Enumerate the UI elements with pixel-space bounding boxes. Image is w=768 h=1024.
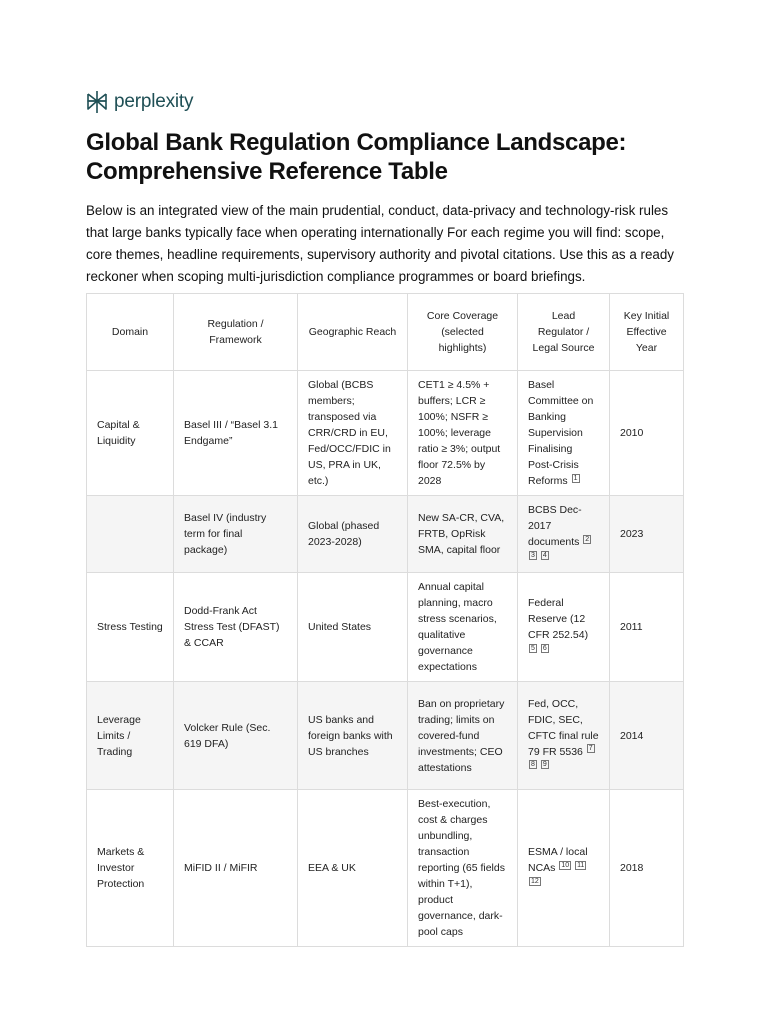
citation-link[interactable]: 5: [531, 644, 535, 652]
cell-year: 2014: [610, 682, 684, 790]
header-reach: Geographic Reach: [298, 294, 408, 371]
regulation-table: [86, 293, 684, 947]
header-coverage: Core Coverage (selected highlights): [408, 294, 518, 371]
cell-regulation: Dodd-Frank Act Stress Test (DFAST) & CCAR: [174, 573, 298, 682]
table-row: [87, 371, 684, 496]
cell-domain: Leverage Limits / Trading: [87, 682, 174, 790]
intro-paragraph: Below is an integrated view of the main prudential, conduct, data-privacy and technology-risk rules that large banks typically face when operating internationally For each regime you will find: scope, core themes, headline requirements, supervisory authority and pivotal citations. Use this as a ready reckoner when scoping multi-jurisdiction compliance programmes or board briefings.: [86, 203, 674, 284]
cell-reach: US banks and foreign banks with US branches: [298, 682, 408, 790]
regulator-text: BCBS Dec-2017 documents: [528, 504, 582, 548]
cell-coverage: CET1 ≥ 4.5% + buffers; LCR ≥ 100%; NSFR ≥ 100%; leverage ratio ≥ 3%; output floor 72.5% by 2028: [408, 371, 518, 496]
cell-coverage: Annual capital planning, macro stress scenarios, qualitative governance expectations: [408, 573, 518, 682]
perplexity-logo-icon: [86, 90, 108, 114]
cell-regulation: Volcker Rule (Sec. 619 DFA): [174, 682, 298, 790]
citation-link[interactable]: 11: [577, 861, 585, 869]
cell-coverage: Best-execution, cost & charges unbundling, transaction reporting (65 fields within T+1), product governance, dark-pool caps: [408, 790, 518, 947]
citation-link[interactable]: 2: [585, 535, 590, 543]
header-regulation: Regulation / Framework: [174, 294, 298, 371]
cell-reach: EEA & UK: [298, 790, 408, 947]
regulator-text: Basel Committee on Banking Supervision Finalising Post-Crisis Reforms: [528, 379, 594, 487]
citation-link[interactable]: 4: [542, 551, 547, 559]
citation-link[interactable]: 1: [573, 474, 578, 482]
table-row: [87, 790, 684, 947]
cell-domain: Markets & Investor Protection: [87, 790, 174, 947]
table-row: [87, 573, 684, 682]
cell-year: 2018: [610, 790, 684, 947]
cell-regulator: [518, 682, 610, 790]
cell-year: 2023: [610, 496, 684, 573]
page-title: Global Bank Regulation Compliance Landscape: Comprehensive Reference Table: [86, 129, 627, 185]
cell-reach: United States: [298, 573, 408, 682]
regulator-text: Fed, OCC, FDIC, SEC, CFTC final rule 79 FR 5536: [528, 697, 599, 758]
cell-year: 2011: [610, 573, 684, 682]
citation-link[interactable]: 7: [588, 745, 593, 752]
cell-regulation: Basel III / “Basel 3.1 Endgame”: [174, 371, 298, 496]
cell-regulator: [518, 496, 610, 573]
header-domain: Domain: [87, 294, 174, 371]
header-year: Key Initial Effective Year: [610, 294, 684, 371]
citation-link[interactable]: 9: [542, 761, 547, 768]
table-row: [87, 496, 684, 573]
brand-logo: [86, 90, 193, 114]
cell-domain: Stress Testing: [87, 573, 174, 682]
cell-coverage: Ban on proprietary trading; limits on covered-fund investments; CEO attestations: [408, 682, 518, 790]
cell-regulation: Basel IV (industry term for final package): [174, 496, 298, 573]
table-row: [87, 682, 684, 790]
cell-regulation: MiFID II / MiFIR: [174, 790, 298, 947]
cell-reach: Global (BCBS members; transposed via CRR/CRD in EU, Fed/OCC/FDIC in US, PRA in UK, etc.): [298, 371, 408, 496]
citation-link[interactable]: 8: [531, 761, 535, 768]
citation-link[interactable]: 3: [531, 551, 535, 559]
cell-coverage: New SA-CR, CVA, FRTB, OpRisk SMA, capital floor: [408, 496, 518, 573]
cell-regulator: [518, 573, 610, 682]
cell-domain: Capital & Liquidity: [87, 371, 174, 496]
regulator-text: ESMA / local NCAs: [528, 846, 588, 874]
table-header-row: [87, 294, 684, 371]
regulator-text: Federal Reserve (12 CFR 252.54): [528, 597, 589, 641]
cell-year: 2010: [610, 371, 684, 496]
cell-regulator: [518, 371, 610, 496]
citation-link[interactable]: 12: [531, 877, 539, 885]
brand-name: perplexity: [114, 91, 194, 112]
header-regulator: Lead Regulator / Legal Source: [518, 294, 610, 371]
cell-domain: [87, 496, 174, 573]
citation-link[interactable]: 6: [542, 644, 547, 652]
cell-regulator: [518, 790, 610, 947]
citation-link[interactable]: 10: [561, 861, 570, 869]
cell-reach: Global (phased 2023-2028): [298, 496, 408, 573]
